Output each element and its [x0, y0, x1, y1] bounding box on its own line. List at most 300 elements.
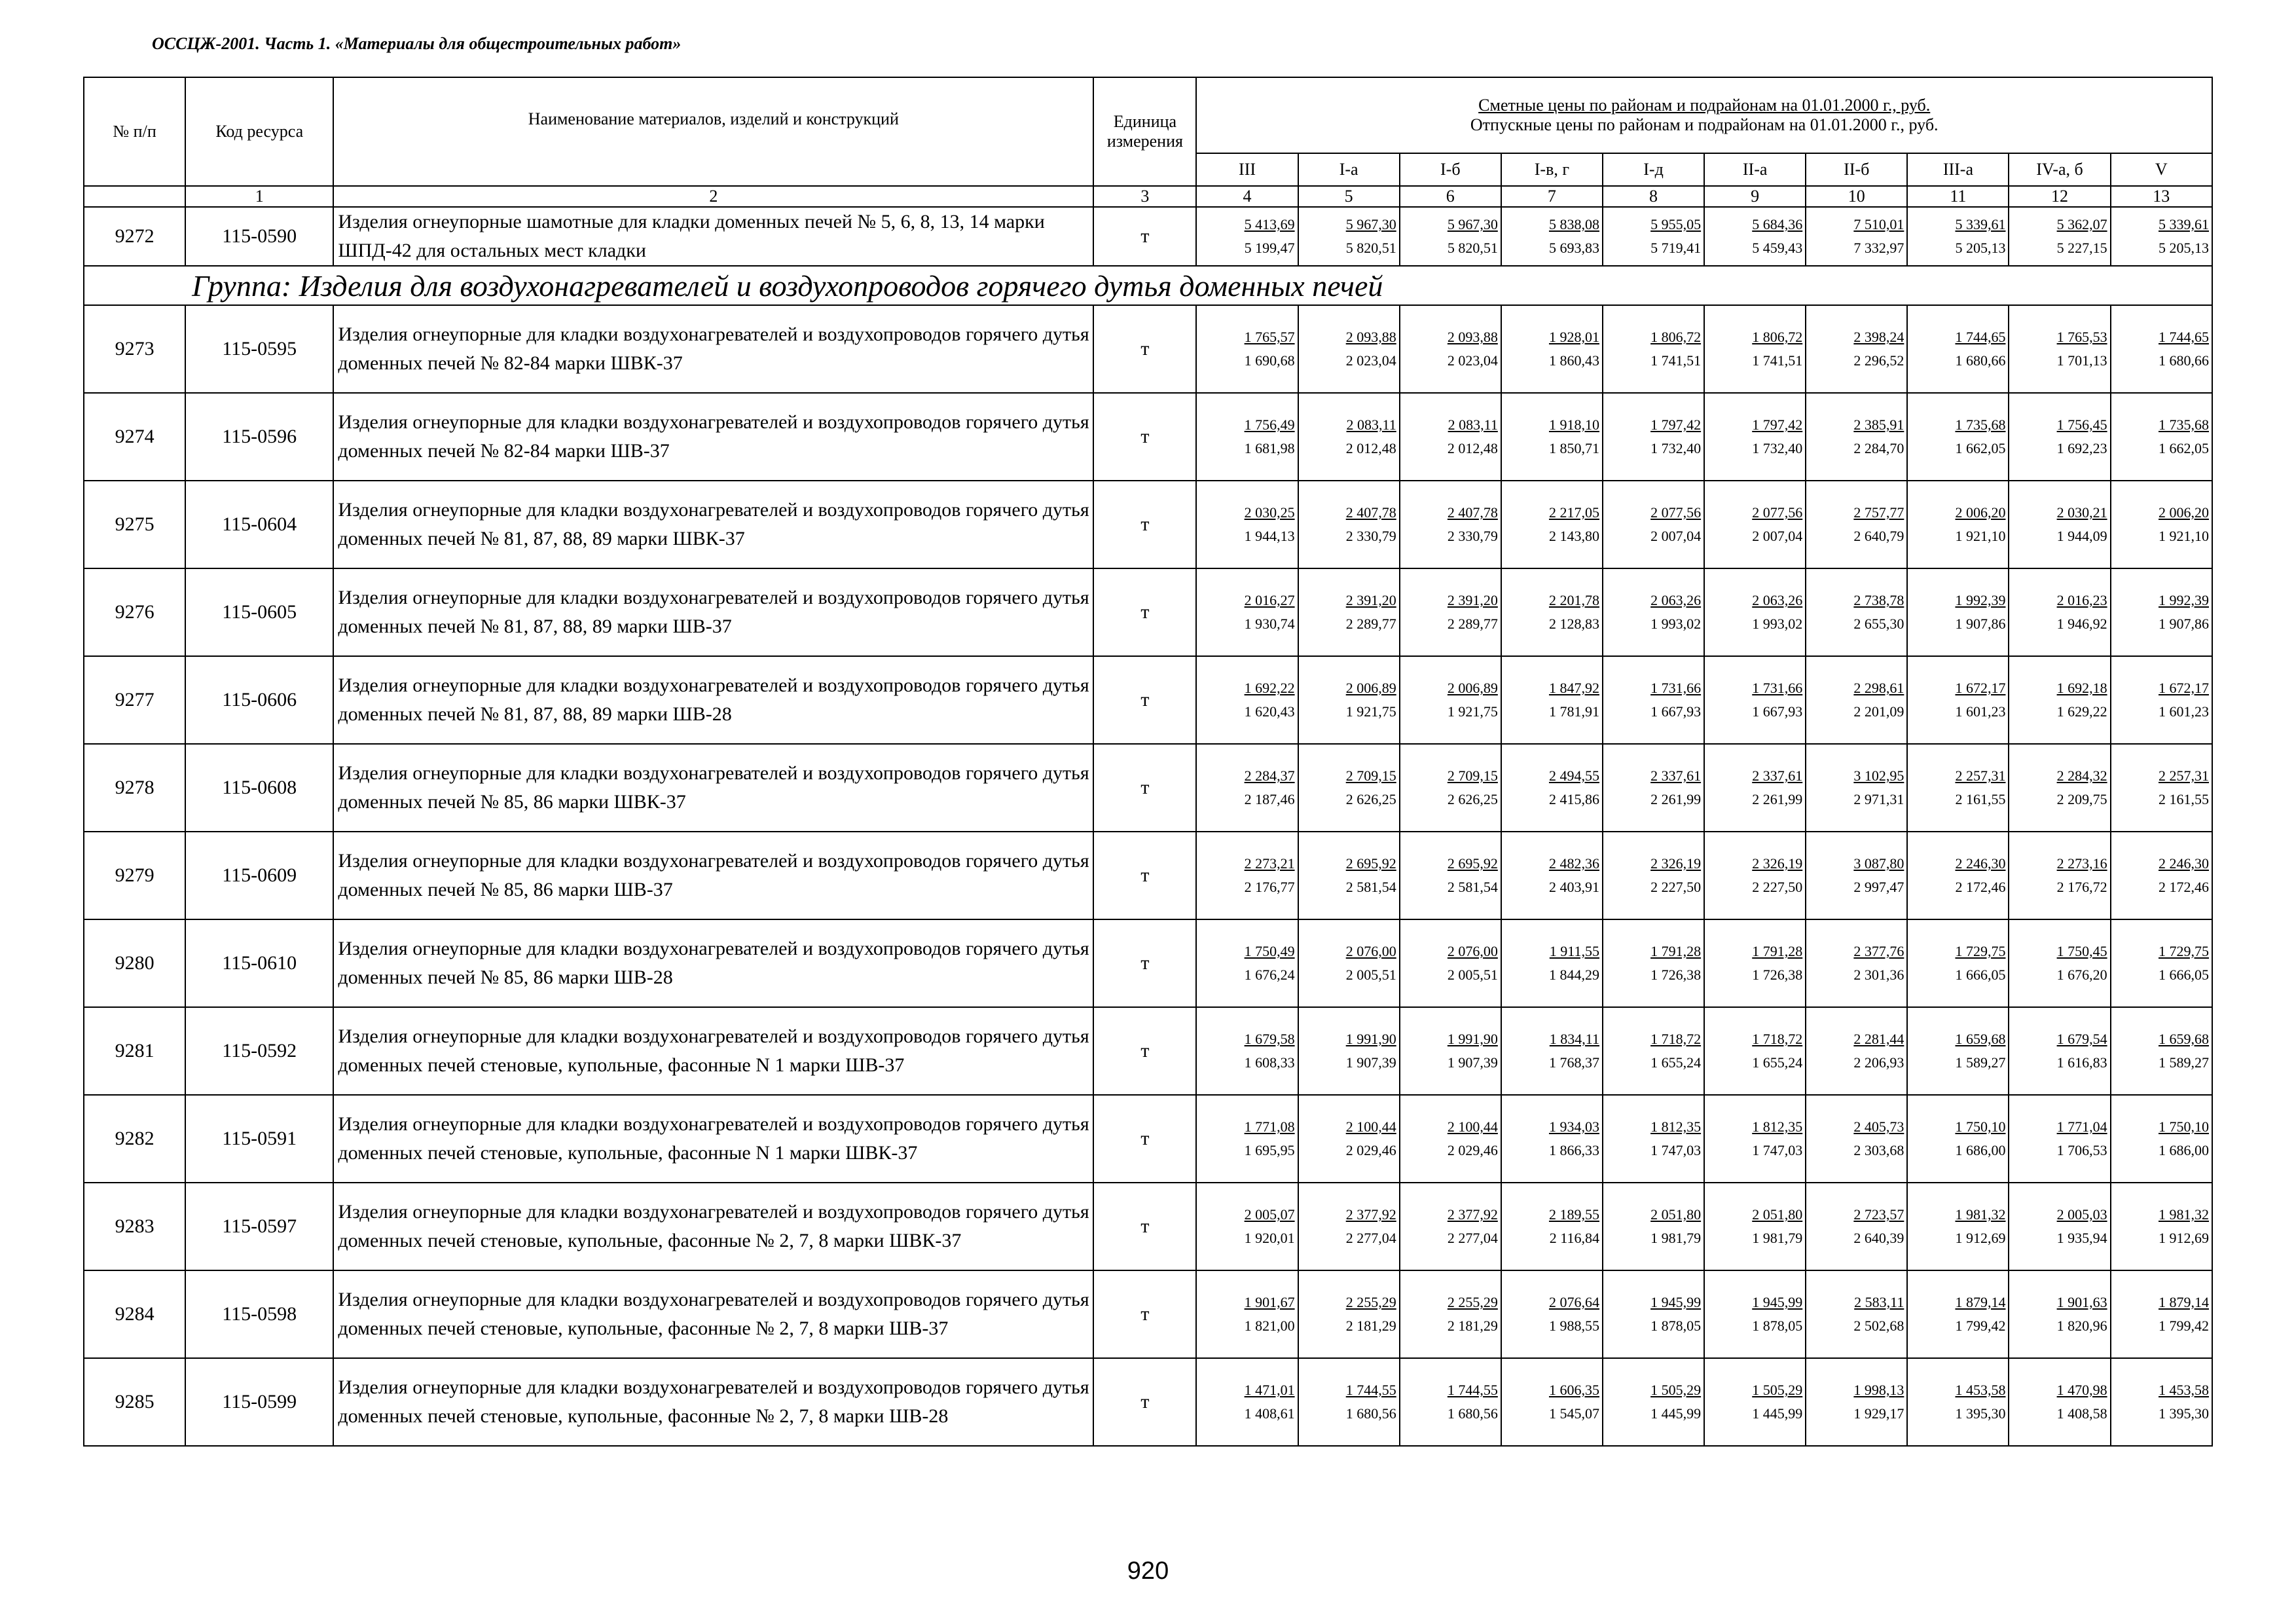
- estimate-price: 1 756,45: [2056, 416, 2107, 433]
- price-cell: [1704, 305, 1806, 393]
- price-cell: [1501, 744, 1603, 832]
- release-price: 2 284,70: [1853, 440, 1904, 456]
- estimate-price: 2 006,20: [1955, 504, 2006, 521]
- material-name: Изделия огнеупорные для кладки воздухонагревателей и воздухопроводов горячего дутья доменных печей № 85, 86 марки ШВ-28: [333, 919, 1093, 1007]
- estimate-price: 2 201,78: [1548, 592, 1599, 608]
- row-number: 9279: [84, 832, 185, 919]
- estimate-price: 1 901,63: [2056, 1294, 2107, 1310]
- release-price: 1 620,43: [1244, 703, 1295, 720]
- price-cell: [1603, 481, 1704, 568]
- release-price: 2 655,30: [1853, 616, 1904, 632]
- release-price: 1 655,24: [1752, 1054, 1803, 1071]
- estimate-price: 1 679,54: [2056, 1031, 2107, 1047]
- price-cell: [1196, 1007, 1298, 1095]
- column-number: 6: [1400, 186, 1501, 207]
- estimate-price: 1 834,11: [1549, 1031, 1599, 1047]
- column-number: 11: [1907, 186, 2009, 207]
- estimate-price: 1 981,32: [2159, 1206, 2209, 1223]
- estimate-price: 2 709,15: [1345, 767, 1396, 784]
- price-cell: [1806, 744, 1907, 832]
- column-number: 4: [1196, 186, 1298, 207]
- estimate-price: 2 326,19: [1752, 855, 1803, 872]
- release-price: 2 277,04: [1447, 1230, 1498, 1246]
- resource-code: 115-0605: [185, 568, 333, 656]
- release-price: 1 667,93: [1650, 703, 1702, 720]
- release-price: 2 007,04: [1650, 528, 1702, 544]
- row-number: 9283: [84, 1183, 185, 1270]
- region-header: I-б: [1400, 153, 1501, 186]
- estimate-price: 2 337,61: [1650, 767, 1702, 784]
- release-price: 1 408,61: [1244, 1405, 1295, 1422]
- release-price: 1 921,75: [1345, 703, 1396, 720]
- resource-code: 115-0596: [185, 393, 333, 481]
- release-price: 1 993,02: [1752, 616, 1803, 632]
- resource-code: 115-0604: [185, 481, 333, 568]
- release-price: 2 161,55: [2159, 791, 2209, 807]
- release-price: 1 878,05: [1650, 1318, 1702, 1334]
- resource-code: 115-0597: [185, 1183, 333, 1270]
- price-cell: [1704, 832, 1806, 919]
- release-price: 2 201,09: [1853, 703, 1904, 720]
- estimate-price: 1 806,72: [1650, 329, 1702, 345]
- release-price: 1 681,98: [1244, 440, 1295, 456]
- price-cell: [2111, 393, 2212, 481]
- price-cell: [1196, 207, 1298, 266]
- group-row: [84, 266, 2212, 305]
- release-price: 1 921,75: [1447, 703, 1498, 720]
- price-cell: [1400, 1095, 1501, 1183]
- estimate-price: 1 453,58: [1955, 1382, 2006, 1398]
- release-price: 1 662,05: [1955, 440, 2006, 456]
- release-price: 1 616,83: [2056, 1054, 2107, 1071]
- estimate-price: 1 879,14: [1955, 1294, 2006, 1310]
- table-row: [84, 207, 2212, 266]
- price-cell: [2111, 207, 2212, 266]
- release-price: 2 206,93: [1853, 1054, 1904, 1071]
- price-cell: [1907, 1095, 2009, 1183]
- estimate-price: 2 273,21: [1244, 855, 1295, 872]
- region-header: V: [2111, 153, 2212, 186]
- material-name: Изделия огнеупорные для кладки воздухонагревателей и воздухопроводов горячего дутья доменных печей № 85, 86 марки ШВК-37: [333, 744, 1093, 832]
- release-price: 1 655,24: [1650, 1054, 1702, 1071]
- price-cell: [1501, 305, 1603, 393]
- estimate-price: 2 298,61: [1853, 680, 1904, 696]
- release-price: 1 907,86: [2159, 616, 2209, 632]
- price-cell: [1603, 656, 1704, 744]
- price-cell: [1501, 1183, 1603, 1270]
- price-cell: [1806, 207, 1907, 266]
- estimate-price: 1 672,17: [1955, 680, 2006, 696]
- release-price: 2 029,46: [1345, 1142, 1396, 1158]
- price-cell: [1603, 832, 1704, 919]
- price-cell: [2009, 393, 2110, 481]
- estimate-price: 2 076,00: [1447, 943, 1498, 959]
- column-number: 10: [1806, 186, 1907, 207]
- estimate-price: 2 257,31: [2159, 767, 2209, 784]
- price-table: [83, 77, 2213, 1447]
- estimate-price: 2 284,37: [1244, 767, 1295, 784]
- estimate-price: 2 284,32: [2056, 767, 2107, 784]
- release-price: 1 741,51: [1650, 352, 1702, 369]
- estimate-price: 1 744,65: [2159, 329, 2209, 345]
- estimate-price: 2 337,61: [1752, 767, 1803, 784]
- release-price: 2 181,29: [1447, 1318, 1498, 1334]
- price-cell: [2009, 1183, 2110, 1270]
- price-cell: [1704, 1183, 1806, 1270]
- estimate-price: 1 991,90: [1345, 1031, 1396, 1047]
- estimate-price: 2 482,36: [1548, 855, 1599, 872]
- estimate-price: 2 006,20: [2159, 504, 2209, 521]
- price-cell: [2111, 656, 2212, 744]
- price-cell: [1298, 919, 1400, 1007]
- release-price: 2 227,50: [1752, 879, 1803, 895]
- price-cell: [2009, 1270, 2110, 1358]
- column-number: 9: [1704, 186, 1806, 207]
- estimate-price: 2 709,15: [1447, 767, 1498, 784]
- release-price: 2 012,48: [1345, 440, 1396, 456]
- estimate-price: 2 189,55: [1548, 1206, 1599, 1223]
- release-price: 2 116,84: [1549, 1230, 1599, 1246]
- unit: т: [1093, 207, 1196, 266]
- material-name: Изделия огнеупорные для кладки воздухонагревателей и воздухопроводов горячего дутья доменных печей № 82-84 марки ШВ-37: [333, 393, 1093, 481]
- price-cell: [1603, 1095, 1704, 1183]
- estimate-price: 1 879,14: [2159, 1294, 2209, 1310]
- row-number: 9272: [84, 207, 185, 266]
- price-cell: [1196, 1358, 1298, 1446]
- estimate-price: 2 005,03: [2056, 1206, 2107, 1223]
- estimate-price: 5 838,08: [1548, 216, 1599, 232]
- estimate-price: 2 077,56: [1752, 504, 1803, 521]
- release-price: 1 912,69: [2159, 1230, 2209, 1246]
- price-cell: [1501, 1270, 1603, 1358]
- column-number: 13: [2111, 186, 2212, 207]
- price-cell: [2009, 1358, 2110, 1446]
- release-price: 1 695,95: [1244, 1142, 1295, 1158]
- release-price: 2 005,51: [1447, 967, 1498, 983]
- estimate-price: 5 339,61: [1955, 216, 2006, 232]
- price-cell: [1603, 207, 1704, 266]
- price-cell: [2111, 1007, 2212, 1095]
- resource-code: 115-0610: [185, 919, 333, 1007]
- price-cell: [1907, 481, 2009, 568]
- price-cell: [1704, 393, 1806, 481]
- column-number: 2: [333, 186, 1093, 207]
- release-price: 1 781,91: [1548, 703, 1599, 720]
- estimate-price: 2 100,44: [1447, 1118, 1498, 1135]
- release-price: 1 601,23: [2159, 703, 2209, 720]
- estimate-price: 1 471,01: [1244, 1382, 1295, 1398]
- price-cell: [1704, 1270, 1806, 1358]
- unit: т: [1093, 305, 1196, 393]
- release-price: 1 920,01: [1244, 1230, 1295, 1246]
- header-unit: Единица измерения: [1093, 77, 1196, 186]
- unit: т: [1093, 744, 1196, 832]
- estimate-price: 1 744,65: [1955, 329, 2006, 345]
- release-price: 1 666,05: [1955, 967, 2006, 983]
- estimate-price: 1 771,04: [2056, 1118, 2107, 1135]
- release-price: 2 172,46: [1955, 879, 2006, 895]
- region-header: IV-а, б: [2009, 153, 2110, 186]
- estimate-price: 2 377,92: [1447, 1206, 1498, 1223]
- estimate-price: 2 016,27: [1244, 592, 1295, 608]
- release-price: 2 176,77: [1244, 879, 1295, 895]
- estimate-price: 1 505,29: [1650, 1382, 1702, 1398]
- estimate-price: 2 695,92: [1345, 855, 1396, 872]
- estimate-price: 2 076,00: [1345, 943, 1396, 959]
- release-price: 1 850,71: [1548, 440, 1599, 456]
- estimate-price: 2 030,21: [2056, 504, 2107, 521]
- header-no: № п/п: [84, 77, 185, 186]
- estimate-price: 1 847,92: [1548, 680, 1599, 696]
- release-price: 2 330,79: [1447, 528, 1498, 544]
- estimate-price: 2 494,55: [1548, 767, 1599, 784]
- release-price: 2 640,79: [1853, 528, 1904, 544]
- group-title: Группа: Изделия для воздухонагревателей и воздухопроводов горячего дутья доменных печей: [185, 266, 2212, 305]
- price-cell: [1704, 1007, 1806, 1095]
- release-price: 2 261,99: [1752, 791, 1803, 807]
- release-price: 2 581,54: [1447, 879, 1498, 895]
- price-cell: [2111, 305, 2212, 393]
- price-cell: [1400, 305, 1501, 393]
- row-number: 9274: [84, 393, 185, 481]
- estimate-price: 1 797,42: [1650, 416, 1702, 433]
- unit: т: [1093, 568, 1196, 656]
- estimate-price: 1 718,72: [1752, 1031, 1803, 1047]
- price-cell: [2009, 481, 2110, 568]
- estimate-price: 2 255,29: [1345, 1294, 1396, 1310]
- estimate-price: 2 695,92: [1447, 855, 1498, 872]
- estimate-price: 1 998,13: [1853, 1382, 1904, 1398]
- price-cell: [1501, 656, 1603, 744]
- price-cell: [2111, 1095, 2212, 1183]
- estimate-price: 2 398,24: [1853, 329, 1904, 345]
- material-name: Изделия огнеупорные для кладки воздухонагревателей и воздухопроводов горячего дутья доменных печей стеновые, купольные, фасонные N 1 марки ШВ-37: [333, 1007, 1093, 1095]
- release-price: 1 981,79: [1650, 1230, 1702, 1246]
- estimate-price: 2 077,56: [1650, 504, 1702, 521]
- estimate-price: 1 718,72: [1650, 1031, 1702, 1047]
- release-price: 1 799,42: [1955, 1318, 2006, 1334]
- estimate-price: 2 757,77: [1853, 504, 1904, 521]
- price-cell: [1196, 656, 1298, 744]
- release-price: 1 821,00: [1244, 1318, 1295, 1334]
- estimate-price: 2 093,88: [1345, 329, 1396, 345]
- release-price: 1 844,29: [1548, 967, 1599, 983]
- unit: т: [1093, 1183, 1196, 1270]
- unit: т: [1093, 1007, 1196, 1095]
- region-header: III: [1196, 153, 1298, 186]
- estimate-price: 5 362,07: [2056, 216, 2107, 232]
- price-cell: [1603, 568, 1704, 656]
- row-number: 9277: [84, 656, 185, 744]
- estimate-price: 3 087,80: [1853, 855, 1904, 872]
- header-prices: [1196, 77, 2212, 153]
- estimate-price: 2 246,30: [1955, 855, 2006, 872]
- estimate-price: 2 083,11: [1448, 416, 1498, 433]
- price-cell: [1298, 1270, 1400, 1358]
- estimate-price: 1 945,99: [1650, 1294, 1702, 1310]
- region-header: II-а: [1704, 153, 1806, 186]
- estimate-price: 5 339,61: [2159, 216, 2209, 232]
- release-price: 1 860,43: [1548, 352, 1599, 369]
- price-cell: [1704, 207, 1806, 266]
- unit: т: [1093, 481, 1196, 568]
- release-price: 1 907,39: [1345, 1054, 1396, 1071]
- estimate-price: 2 385,91: [1853, 416, 1904, 433]
- price-cell: [1806, 1358, 1907, 1446]
- release-price: 5 205,13: [1955, 240, 2006, 256]
- price-cell: [1603, 1358, 1704, 1446]
- estimate-price: 1 928,01: [1548, 329, 1599, 345]
- price-cell: [1196, 832, 1298, 919]
- release-price: 2 029,46: [1447, 1142, 1498, 1158]
- release-price: 1 680,56: [1447, 1405, 1498, 1422]
- release-price: 1 732,40: [1752, 440, 1803, 456]
- table-row: [84, 919, 2212, 1007]
- price-cell: [1298, 744, 1400, 832]
- price-cell: [1806, 1095, 1907, 1183]
- price-cell: [2009, 1007, 2110, 1095]
- estimate-price: 1 731,66: [1752, 680, 1803, 696]
- price-cell: [1907, 568, 2009, 656]
- price-cell: [1400, 656, 1501, 744]
- release-price: 1 929,17: [1853, 1405, 1904, 1422]
- release-price: 2 303,68: [1853, 1142, 1904, 1158]
- material-name: Изделия огнеупорные для кладки воздухонагревателей и воздухопроводов горячего дутья доменных печей стеновые, купольные, фасонные № 2, 7, 8 марки ШВ-37: [333, 1270, 1093, 1358]
- running-header: ОССЦЖ-2001. Часть 1. «Материалы для общестроительных работ»: [152, 34, 682, 53]
- material-name: Изделия огнеупорные для кладки воздухонагревателей и воздухопроводов горячего дутья доменных печей № 82-84 марки ШВК-37: [333, 305, 1093, 393]
- estimate-price: 5 967,30: [1447, 216, 1498, 232]
- header-prices-release: Отпускные цены по районам и подрайонам на 01.01.2000 г., руб.: [1470, 115, 1939, 134]
- price-cell: [1196, 1270, 1298, 1358]
- unit: т: [1093, 393, 1196, 481]
- estimate-price: 5 955,05: [1650, 216, 1702, 232]
- release-price: 2 415,86: [1548, 791, 1599, 807]
- release-price: 2 301,36: [1853, 967, 1904, 983]
- estimate-price: 1 692,18: [2056, 680, 2107, 696]
- price-cell: [1806, 481, 1907, 568]
- release-price: 1 988,55: [1548, 1318, 1599, 1334]
- release-price: 1 799,42: [2159, 1318, 2209, 1334]
- estimate-price: 2 063,26: [1752, 592, 1803, 608]
- release-price: 2 626,25: [1345, 791, 1396, 807]
- material-name: Изделия огнеупорные для кладки воздухонагревателей и воздухопроводов горячего дутья доменных печей стеновые, купольные, фасонные N 1 марки ШВК-37: [333, 1095, 1093, 1183]
- estimate-price: 1 765,53: [2056, 329, 2107, 345]
- row-number: 9276: [84, 568, 185, 656]
- table-row: [84, 1358, 2212, 1446]
- price-cell: [1806, 1270, 1907, 1358]
- estimate-price: 2 273,16: [2056, 855, 2107, 872]
- price-cell: [2009, 207, 2110, 266]
- release-price: 1 907,86: [1955, 616, 2006, 632]
- price-cell: [2111, 1270, 2212, 1358]
- price-cell: [1400, 1358, 1501, 1446]
- table-row: [84, 1183, 2212, 1270]
- release-price: 2 296,52: [1853, 352, 1904, 369]
- price-cell: [1196, 1183, 1298, 1270]
- release-price: 5 820,51: [1345, 240, 1396, 256]
- estimate-price: 1 731,66: [1650, 680, 1702, 696]
- release-price: 1 662,05: [2159, 440, 2209, 456]
- release-price: 1 692,23: [2056, 440, 2107, 456]
- price-cell: [1603, 1007, 1704, 1095]
- price-cell: [1603, 919, 1704, 1007]
- estimate-price: 2 006,89: [1447, 680, 1498, 696]
- region-header: I-а: [1298, 153, 1400, 186]
- price-cell: [1196, 393, 1298, 481]
- release-price: 1 680,66: [1955, 352, 2006, 369]
- resource-code: 115-0595: [185, 305, 333, 393]
- estimate-price: 1 505,29: [1752, 1382, 1803, 1398]
- release-price: 2 161,55: [1955, 791, 2006, 807]
- estimate-price: 1 470,98: [2056, 1382, 2107, 1398]
- price-cell: [1196, 919, 1298, 1007]
- price-cell: [1298, 1095, 1400, 1183]
- release-price: 2 502,68: [1853, 1318, 1904, 1334]
- price-cell: [1400, 832, 1501, 919]
- estimate-price: 1 934,03: [1548, 1118, 1599, 1135]
- estimate-price: 1 744,55: [1345, 1382, 1396, 1398]
- release-price: 2 277,04: [1345, 1230, 1396, 1246]
- estimate-price: 1 806,72: [1752, 329, 1803, 345]
- estimate-price: 1 659,68: [2159, 1031, 2209, 1047]
- release-price: 1 395,30: [1955, 1405, 2006, 1422]
- release-price: 1 935,94: [2056, 1230, 2107, 1246]
- release-price: 2 181,29: [1345, 1318, 1396, 1334]
- estimate-price: 5 413,69: [1244, 216, 1295, 232]
- price-cell: [2111, 832, 2212, 919]
- release-price: 1 866,33: [1548, 1142, 1599, 1158]
- row-number: 9278: [84, 744, 185, 832]
- column-number-empty: [84, 186, 185, 207]
- row-number: 9273: [84, 305, 185, 393]
- estimate-price: 2 738,78: [1853, 592, 1904, 608]
- price-cell: [1298, 568, 1400, 656]
- price-cell: [1501, 481, 1603, 568]
- release-price: 2 330,79: [1345, 528, 1396, 544]
- release-price: 1 993,02: [1650, 616, 1702, 632]
- price-cell: [1400, 744, 1501, 832]
- estimate-price: 2 030,25: [1244, 504, 1295, 521]
- release-price: 1 706,53: [2056, 1142, 2107, 1158]
- region-header: II-б: [1806, 153, 1907, 186]
- release-price: 5 820,51: [1447, 240, 1498, 256]
- price-cell: [1298, 207, 1400, 266]
- price-cell: [1400, 393, 1501, 481]
- release-price: 1 666,05: [2159, 967, 2209, 983]
- material-name: Изделия огнеупорные для кладки воздухонагревателей и воздухопроводов горячего дутья доменных печей стеновые, купольные, фасонные № 2, 7, 8 марки ШВК-37: [333, 1183, 1093, 1270]
- release-price: 2 227,50: [1650, 879, 1702, 895]
- price-cell: [1806, 1007, 1907, 1095]
- estimate-price: 5 684,36: [1752, 216, 1803, 232]
- table-row: [84, 1270, 2212, 1358]
- estimate-price: 1 744,55: [1447, 1382, 1498, 1398]
- release-price: 1 732,40: [1650, 440, 1702, 456]
- price-cell: [2009, 568, 2110, 656]
- price-cell: [1501, 1095, 1603, 1183]
- price-cell: [1806, 832, 1907, 919]
- release-price: 1 608,33: [1244, 1054, 1295, 1071]
- estimate-price: 1 672,17: [2159, 680, 2209, 696]
- material-name: Изделия огнеупорные для кладки воздухонагревателей и воздухопроводов горячего дутья доменных печей № 85, 86 марки ШВ-37: [333, 832, 1093, 919]
- release-price: 1 747,03: [1650, 1142, 1702, 1158]
- release-price: 2 261,99: [1650, 791, 1702, 807]
- estimate-price: 5 967,30: [1345, 216, 1396, 232]
- price-cell: [1400, 919, 1501, 1007]
- price-cell: [1806, 1183, 1907, 1270]
- estimate-price: 2 083,11: [1346, 416, 1396, 433]
- price-cell: [1196, 744, 1298, 832]
- release-price: 1 686,00: [2159, 1142, 2209, 1158]
